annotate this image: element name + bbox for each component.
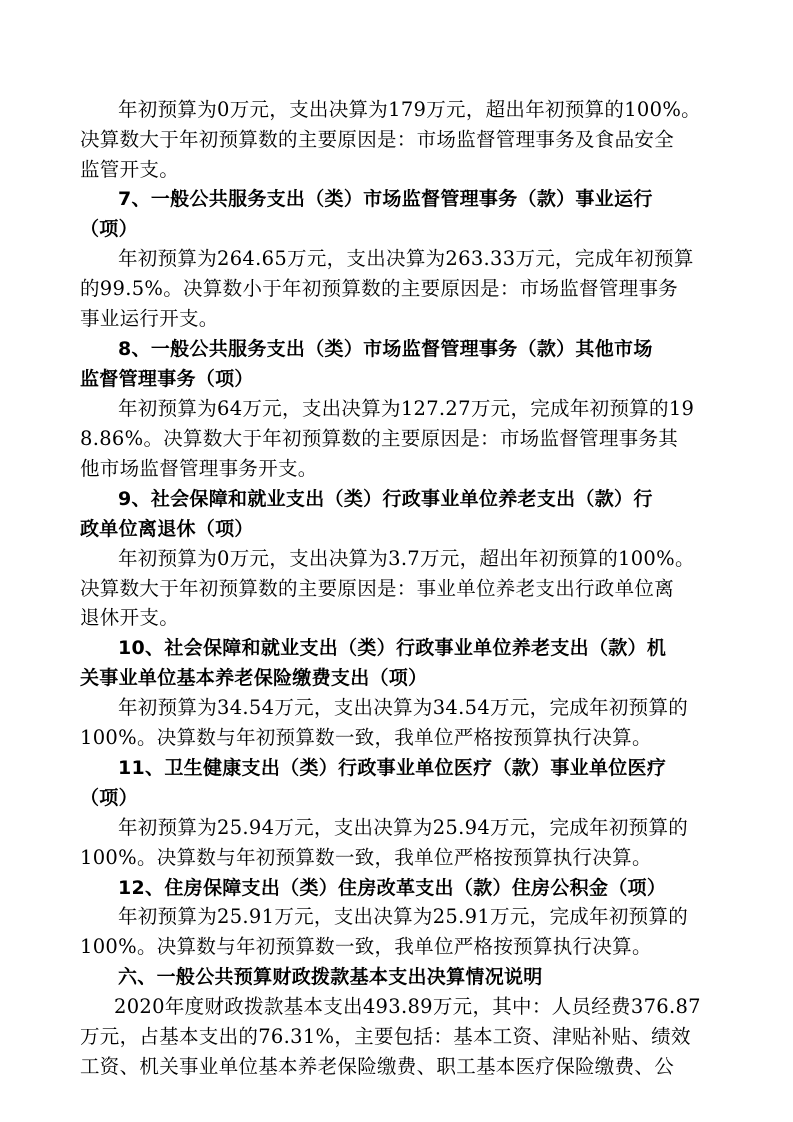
paragraph-line: 的99.5%。决算数小于年初预算数的主要原因是：市场监督管理事务 — [80, 277, 679, 300]
paragraph-line: 他市场监督管理事务开支。 — [80, 457, 318, 480]
paragraph-line: 退休开支。 — [80, 606, 180, 629]
paragraph-line: 100%。决算数与年初预算数一致，我单位严格按预算执行决算。 — [80, 726, 652, 749]
paragraph-line: 年初预算为34.54万元，支出决算为34.54万元，完成年初预算的 — [118, 696, 689, 719]
paragraph-line: 决算数大于年初预算数的主要原因是：事业单位养老支出行政单位离 — [80, 577, 675, 600]
paragraph-line: 万元，占基本支出的76.31%，主要包括：基本工资、津贴补贴、绩效 — [80, 1025, 691, 1048]
section-heading-11: 11、卫生健康支出（类）行政事业单位医疗（款）事业单位医疗 — [118, 757, 667, 779]
paragraph-line: 决算数大于年初预算数的主要原因是：市场监督管理事务及食品安全 — [80, 128, 675, 151]
paragraph-line: 年初预算为25.91万元，支出决算为25.91万元，完成年初预算的 — [118, 905, 689, 928]
section-heading-8: 8、一般公共服务支出（类）市场监督管理事务（款）其他市场 — [118, 338, 653, 360]
paragraph-line: 年初预算为64万元，支出决算为127.27万元，完成年初预算的19 — [118, 397, 695, 420]
section-heading-7: 7、一般公共服务支出（类）市场监督管理事务（款）事业运行 — [118, 188, 653, 210]
chapter-heading-6: 六、一般公共预算财政拨款基本支出决算情况说明 — [118, 966, 543, 988]
section-heading-11-cont: （项） — [80, 787, 138, 809]
paragraph-line: 8.86%。决算数大于年初预算数的主要原因是：市场监督管理事务其 — [80, 427, 679, 450]
paragraph-line: 年初预算为25.94万元，支出决算为25.94万元，完成年初预算的 — [118, 816, 689, 839]
paragraph-line: 工资、机关事业单位基本养老保险缴费、职工基本医疗保险缴费、公 — [80, 1055, 675, 1078]
paragraph-line: 事业运行开支。 — [80, 307, 219, 330]
section-heading-10-cont: 关事业单位基本养老保险缴费支出（项） — [80, 667, 428, 689]
paragraph-line: 100%。决算数与年初预算数一致，我单位严格按预算执行决算。 — [80, 846, 652, 869]
paragraph-line: 年初预算为0万元，支出决算为3.7万元，超出年初预算的100%。 — [118, 547, 695, 570]
section-heading-8-cont: 监督管理事务（项） — [80, 368, 254, 390]
section-heading-9-cont: 政单位离退休（项） — [80, 518, 254, 540]
paragraph-line: 2020年度财政拨款基本支出493.89万元，其中：人员经费376.87 — [114, 995, 701, 1018]
paragraph-line: 年初预算为264.65万元，支出决算为263.33万元，完成年初预算 — [118, 247, 694, 270]
section-heading-9: 9、社会保障和就业支出（类）行政事业单位养老支出（款）行 — [118, 488, 653, 510]
section-heading-10: 10、社会保障和就业支出（类）行政事业单位养老支出（款）机 — [118, 637, 667, 659]
section-heading-7-cont: （项） — [80, 218, 138, 240]
paragraph-line: 100%。决算数与年初预算数一致，我单位严格按预算执行决算。 — [80, 935, 652, 958]
paragraph-line: 监管开支。 — [80, 158, 180, 181]
section-heading-12: 12、住房保障支出（类）住房改革支出（款）住房公积金（项） — [118, 877, 667, 899]
paragraph-line: 年初预算为0万元，支出决算为179万元，超出年初预算的100%。 — [118, 98, 701, 121]
